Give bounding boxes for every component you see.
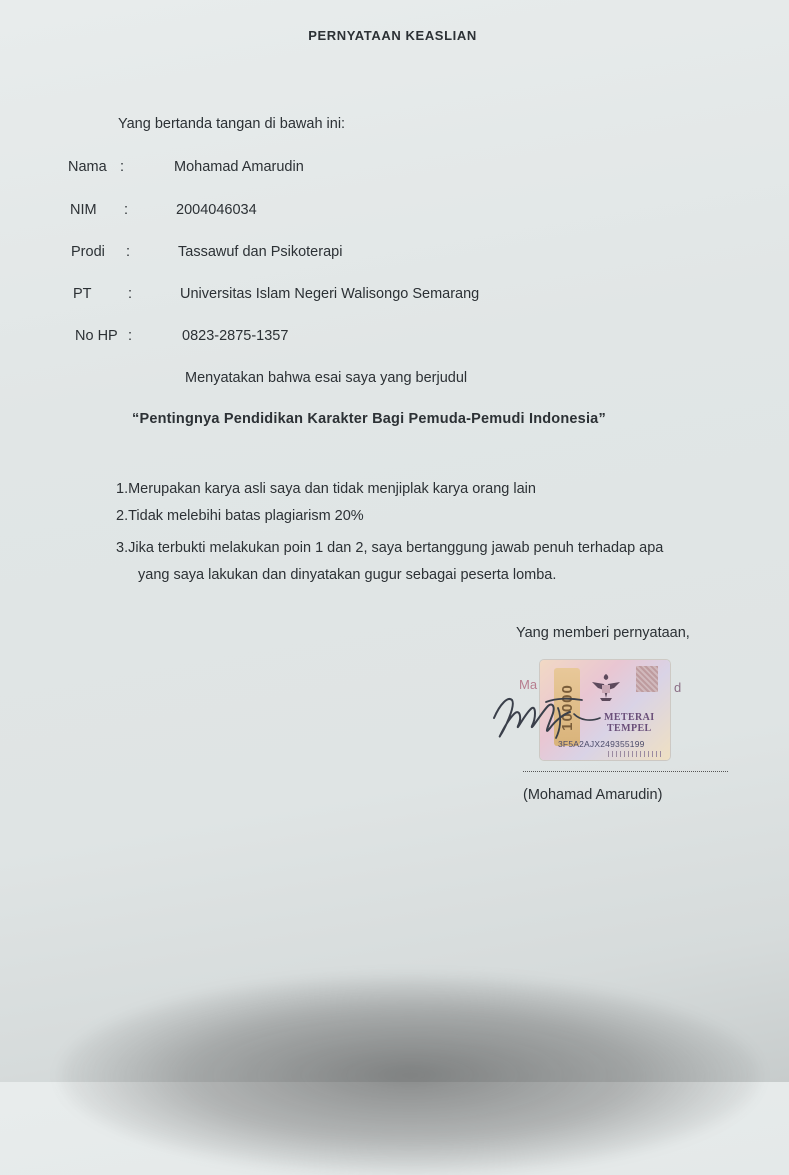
point-1: 1.Merupakan karya asli saya dan tidak menjiplak karya orang lain bbox=[116, 481, 536, 497]
photo-shadow bbox=[60, 975, 760, 1175]
intro-text: Yang bertanda tangan di bawah ini: bbox=[118, 116, 346, 132]
stamp-serial: 3F5A2AJX249355199 bbox=[558, 739, 645, 749]
handwritten-signature bbox=[486, 678, 626, 748]
stamp-label-line-2: TEMPEL bbox=[606, 723, 652, 734]
stamp-overprint-right: d bbox=[674, 680, 682, 695]
point-3-line-2: yang saya lakukan dan dinyatakan gugur sebagai peserta lomba. bbox=[138, 567, 557, 583]
field-label-nohp: No HP bbox=[75, 328, 118, 344]
field-label-nama: Nama bbox=[68, 159, 107, 175]
field-value-nama: Mohamad Amarudin bbox=[174, 159, 304, 175]
stamp-overprint-left: Ma bbox=[519, 677, 538, 692]
field-sep-nama: : bbox=[120, 159, 125, 175]
field-label-prodi: Prodi bbox=[71, 244, 105, 260]
document-title: PERNYATAAN KEASLIAN bbox=[308, 28, 477, 43]
field-value-pt: Universitas Islam Negeri Walisongo Semarang bbox=[180, 286, 480, 302]
signer-name: (Mohamad Amarudin) bbox=[523, 787, 663, 803]
field-label-nim: NIM bbox=[70, 202, 97, 218]
field-sep-nohp: : bbox=[128, 328, 133, 344]
stamp-label-line-1: METERAI bbox=[604, 712, 655, 723]
point-3 bbox=[116, 535, 756, 589]
field-value-nim: 2004046034 bbox=[176, 202, 257, 218]
field-sep-nim: : bbox=[124, 202, 129, 218]
field-sep-pt: : bbox=[128, 286, 133, 302]
field-value-nohp: 0823-2875-1357 bbox=[182, 328, 289, 344]
field-label-pt: PT bbox=[73, 286, 92, 302]
point-2: 2.Tidak melebihi batas plagiarism 20% bbox=[116, 508, 364, 524]
field-value-prodi: Tassawuf dan Psikoterapi bbox=[178, 244, 343, 260]
stamp-denomination: 10000 bbox=[558, 683, 576, 731]
closing-text: Yang memberi pernyataan, bbox=[516, 625, 690, 641]
stamp-pattern bbox=[636, 666, 658, 692]
statement-text: Menyatakan bahwa esai saya yang berjudul bbox=[185, 370, 468, 386]
field-sep-prodi: : bbox=[126, 244, 131, 260]
essay-title: “Pentingnya Pendidikan Karakter Bagi Pemuda-Pemudi Indonesia” bbox=[132, 411, 606, 427]
stamp-microtext bbox=[608, 751, 663, 757]
signature-line bbox=[523, 771, 728, 772]
point-3-line-1: 3.Jika terbukti melakukan poin 1 dan 2, saya bertanggung jawab penuh terhadap apa bbox=[116, 540, 664, 556]
